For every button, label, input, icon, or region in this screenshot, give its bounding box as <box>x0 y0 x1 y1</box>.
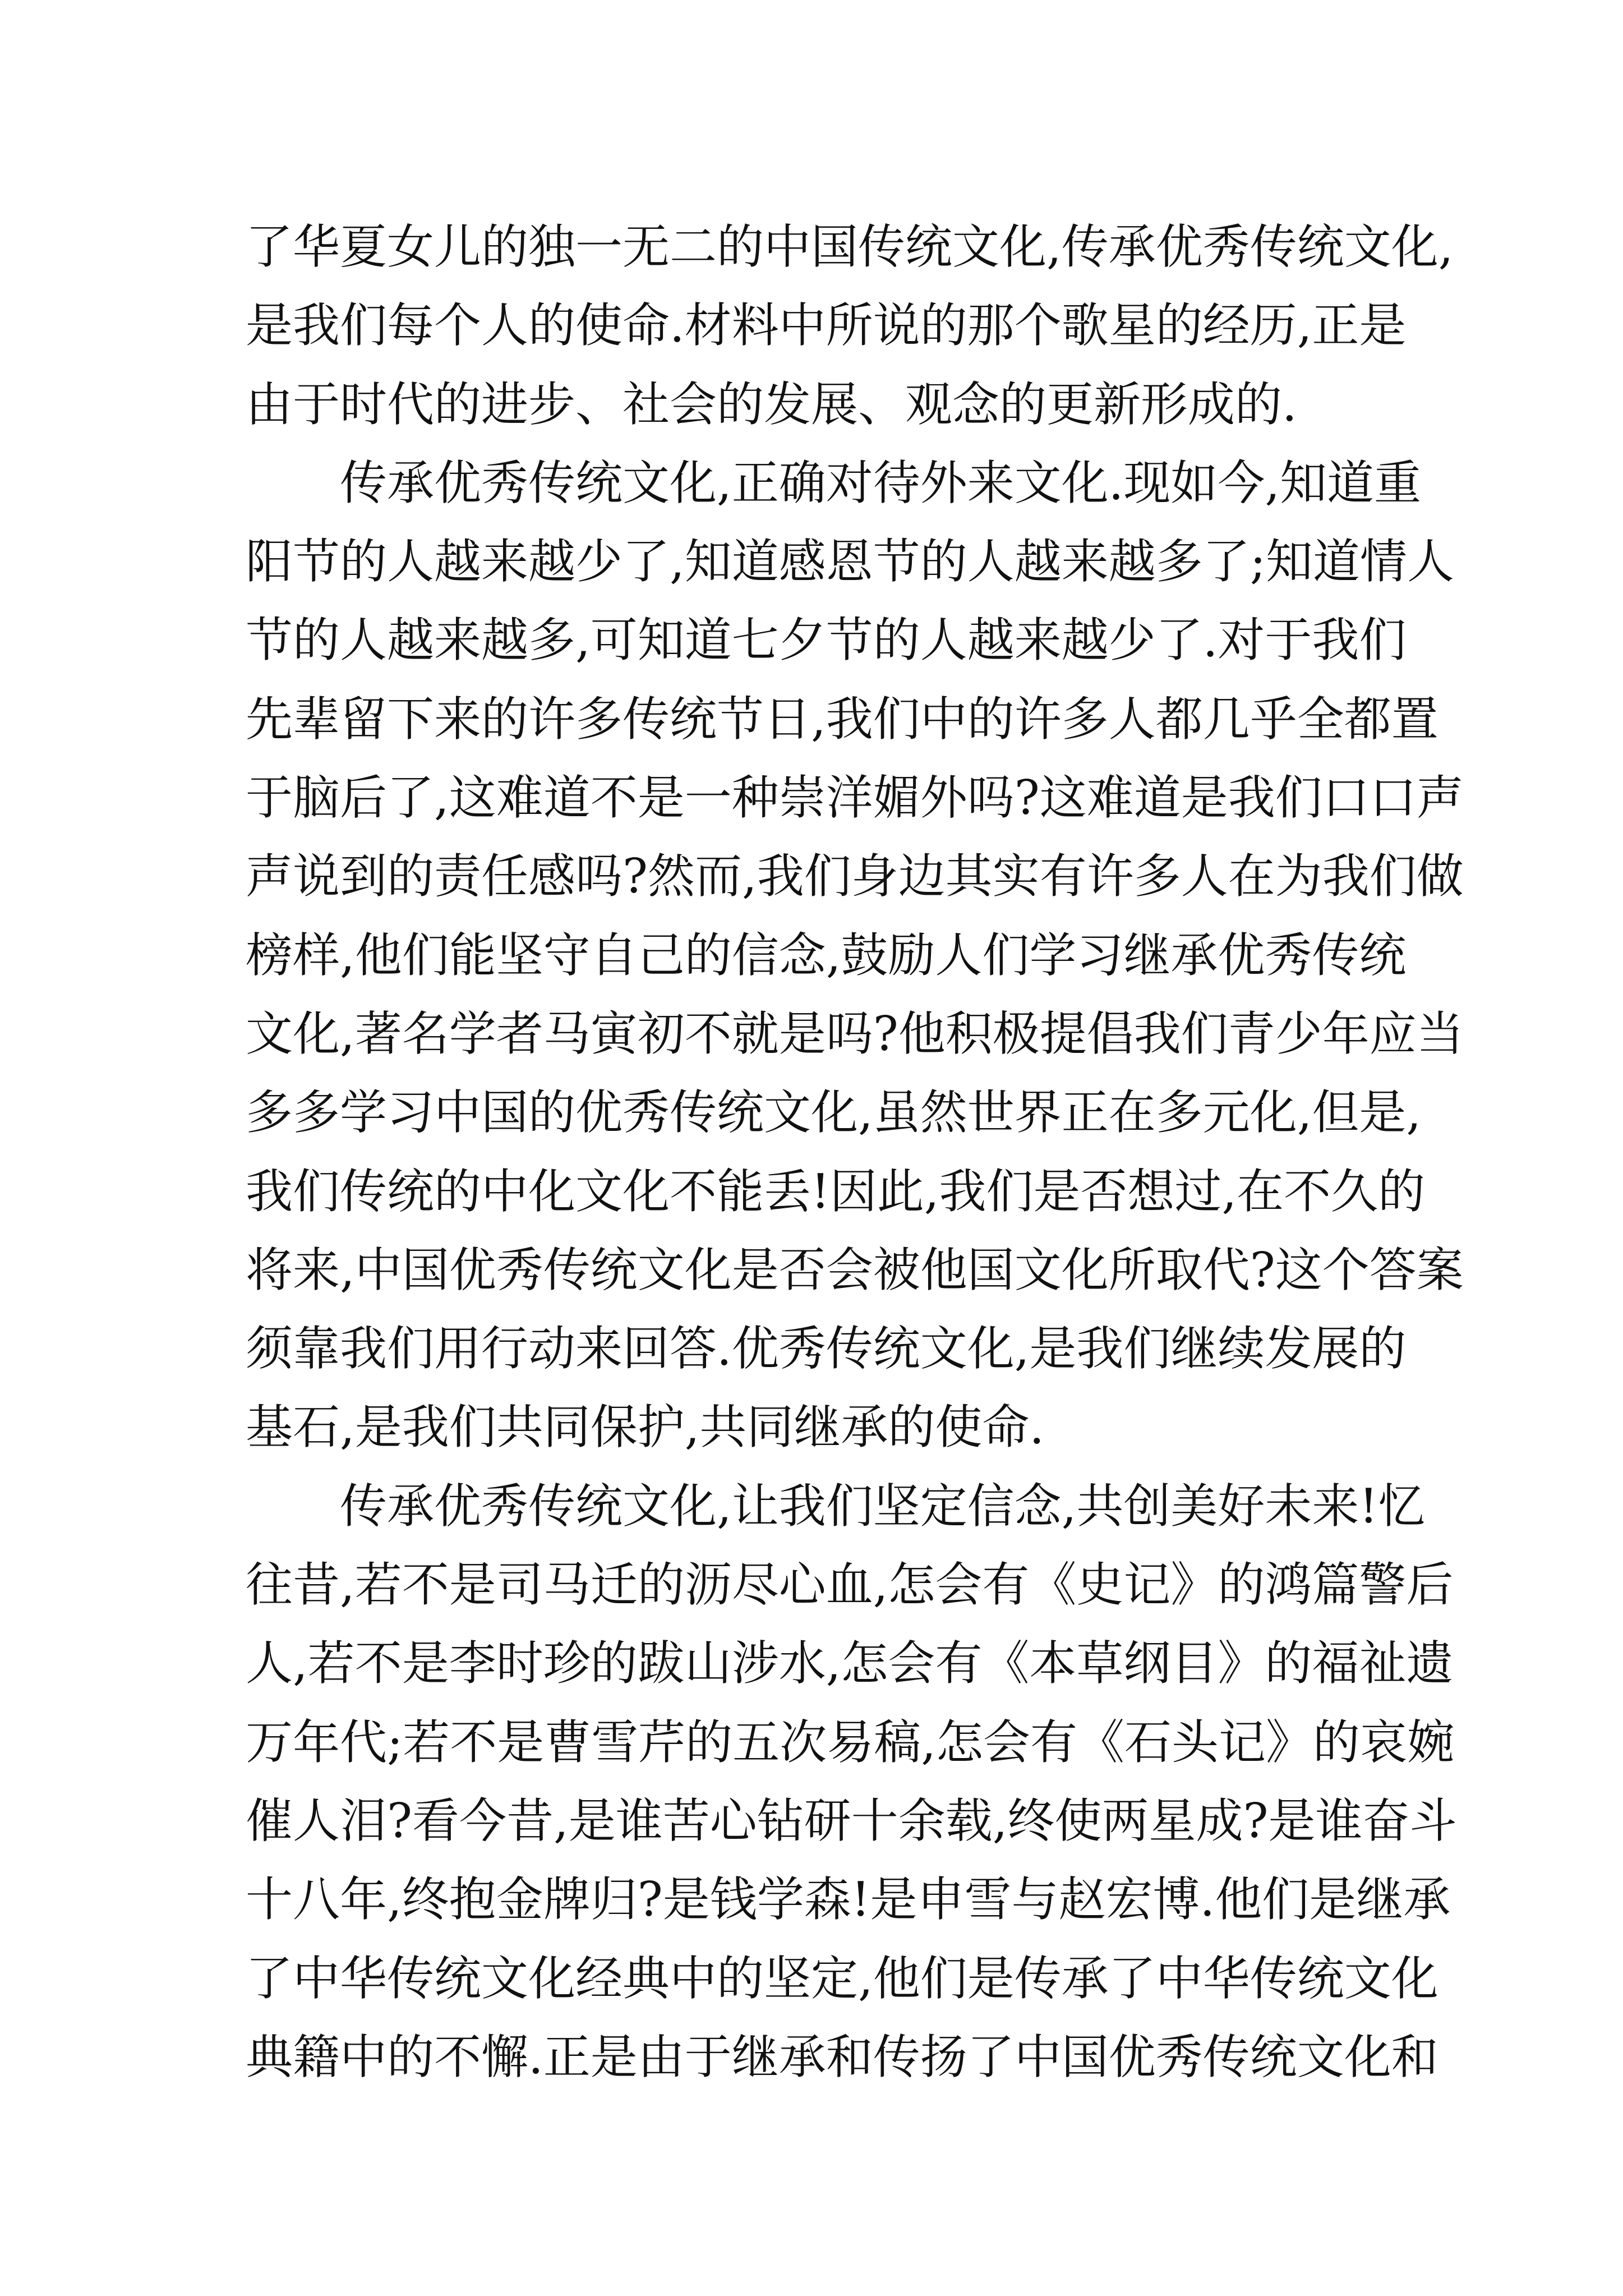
text-line: 万年代;若不是曹雪芹的五次易稿,怎会有《石头记》的哀婉 <box>246 1714 1455 1770</box>
paragraph-3 <box>246 1467 1457 2096</box>
text-line: 往昔,若不是司马迁的沥尽心血,怎会有《史记》的鸿篇警后 <box>246 1557 1454 1613</box>
text-line: 声说到的责任感吗?然而,我们身边其实有许多人在为我们做 <box>246 849 1464 904</box>
text-line: 多多学习中国的优秀传统文化,虽然世界正在多元化,但是, <box>246 1085 1422 1140</box>
text-line: 榜样,他们能坚守自己的信念,鼓励人们学习继承优秀传统 <box>246 927 1407 983</box>
text-line: 由于时代的进步、社会的发展、观念的更新形成的. <box>246 376 1297 432</box>
text-line: 催人泪?看今昔,是谁苦心钻研十余载,终使两星成?是谁奋斗 <box>246 1793 1457 1848</box>
text-line: 了中华传统文化经典中的坚定,他们是传承了中华传统文化 <box>246 1950 1438 2006</box>
text-line: 典籍中的不懈.正是由于继承和传扬了中国优秀传统文化和 <box>246 2029 1438 2085</box>
text-line: 节的人越来越多,可知道七夕节的人越来越少了.对于我们 <box>246 613 1407 668</box>
paragraph-2 <box>246 444 1464 1467</box>
text-line: 于脑后了,这难道不是一种崇洋媚外吗?这难道是我们口口声 <box>246 770 1464 826</box>
text-line: 阳节的人越来越少了,知道感恩节的人越来越多了;知道情人 <box>246 534 1455 590</box>
text-line: 传承优秀传统文化,让我们坚定信念,共创美好未来!忆 <box>340 1478 1426 1534</box>
text-line: 了华夏女儿的独一无二的中国传统文化,传承优秀传统文化, <box>246 219 1454 274</box>
text-line: 我们传统的中化文化不能丢!因此,我们是否想过,在不久的 <box>246 1163 1426 1219</box>
text-line: 须靠我们用行动来回答.优秀传统文化,是我们继续发展的 <box>246 1321 1407 1377</box>
text-line: 基石,是我们共同保护,共同继承的使命. <box>246 1400 1045 1455</box>
paragraph-1 <box>246 208 1454 444</box>
body-text <box>246 208 1464 2096</box>
text-line: 人,若不是李时珍的跋山涉水,怎会有《本草纲目》的福祉遗 <box>246 1636 1454 1691</box>
text-line: 传承优秀传统文化,正确对待外来文化.现如今,知道重 <box>340 455 1422 510</box>
text-line: 先辈留下来的许多传统节日,我们中的许多人都几乎全都置 <box>246 691 1438 747</box>
text-line: 十八年,终抱金牌归?是钱学森!是申雪与赵宏博.他们是继承 <box>246 1872 1451 1927</box>
text-line: 将来,中国优秀传统文化是否会被他国文化所取代?这个答案 <box>246 1242 1464 1297</box>
text-line: 文化,著名学者马寅初不就是吗?他积极提倡我们青少年应当 <box>246 1006 1464 1061</box>
text-line: 是我们每个人的使命.材料中所说的那个歌星的经历,正是 <box>246 298 1407 353</box>
